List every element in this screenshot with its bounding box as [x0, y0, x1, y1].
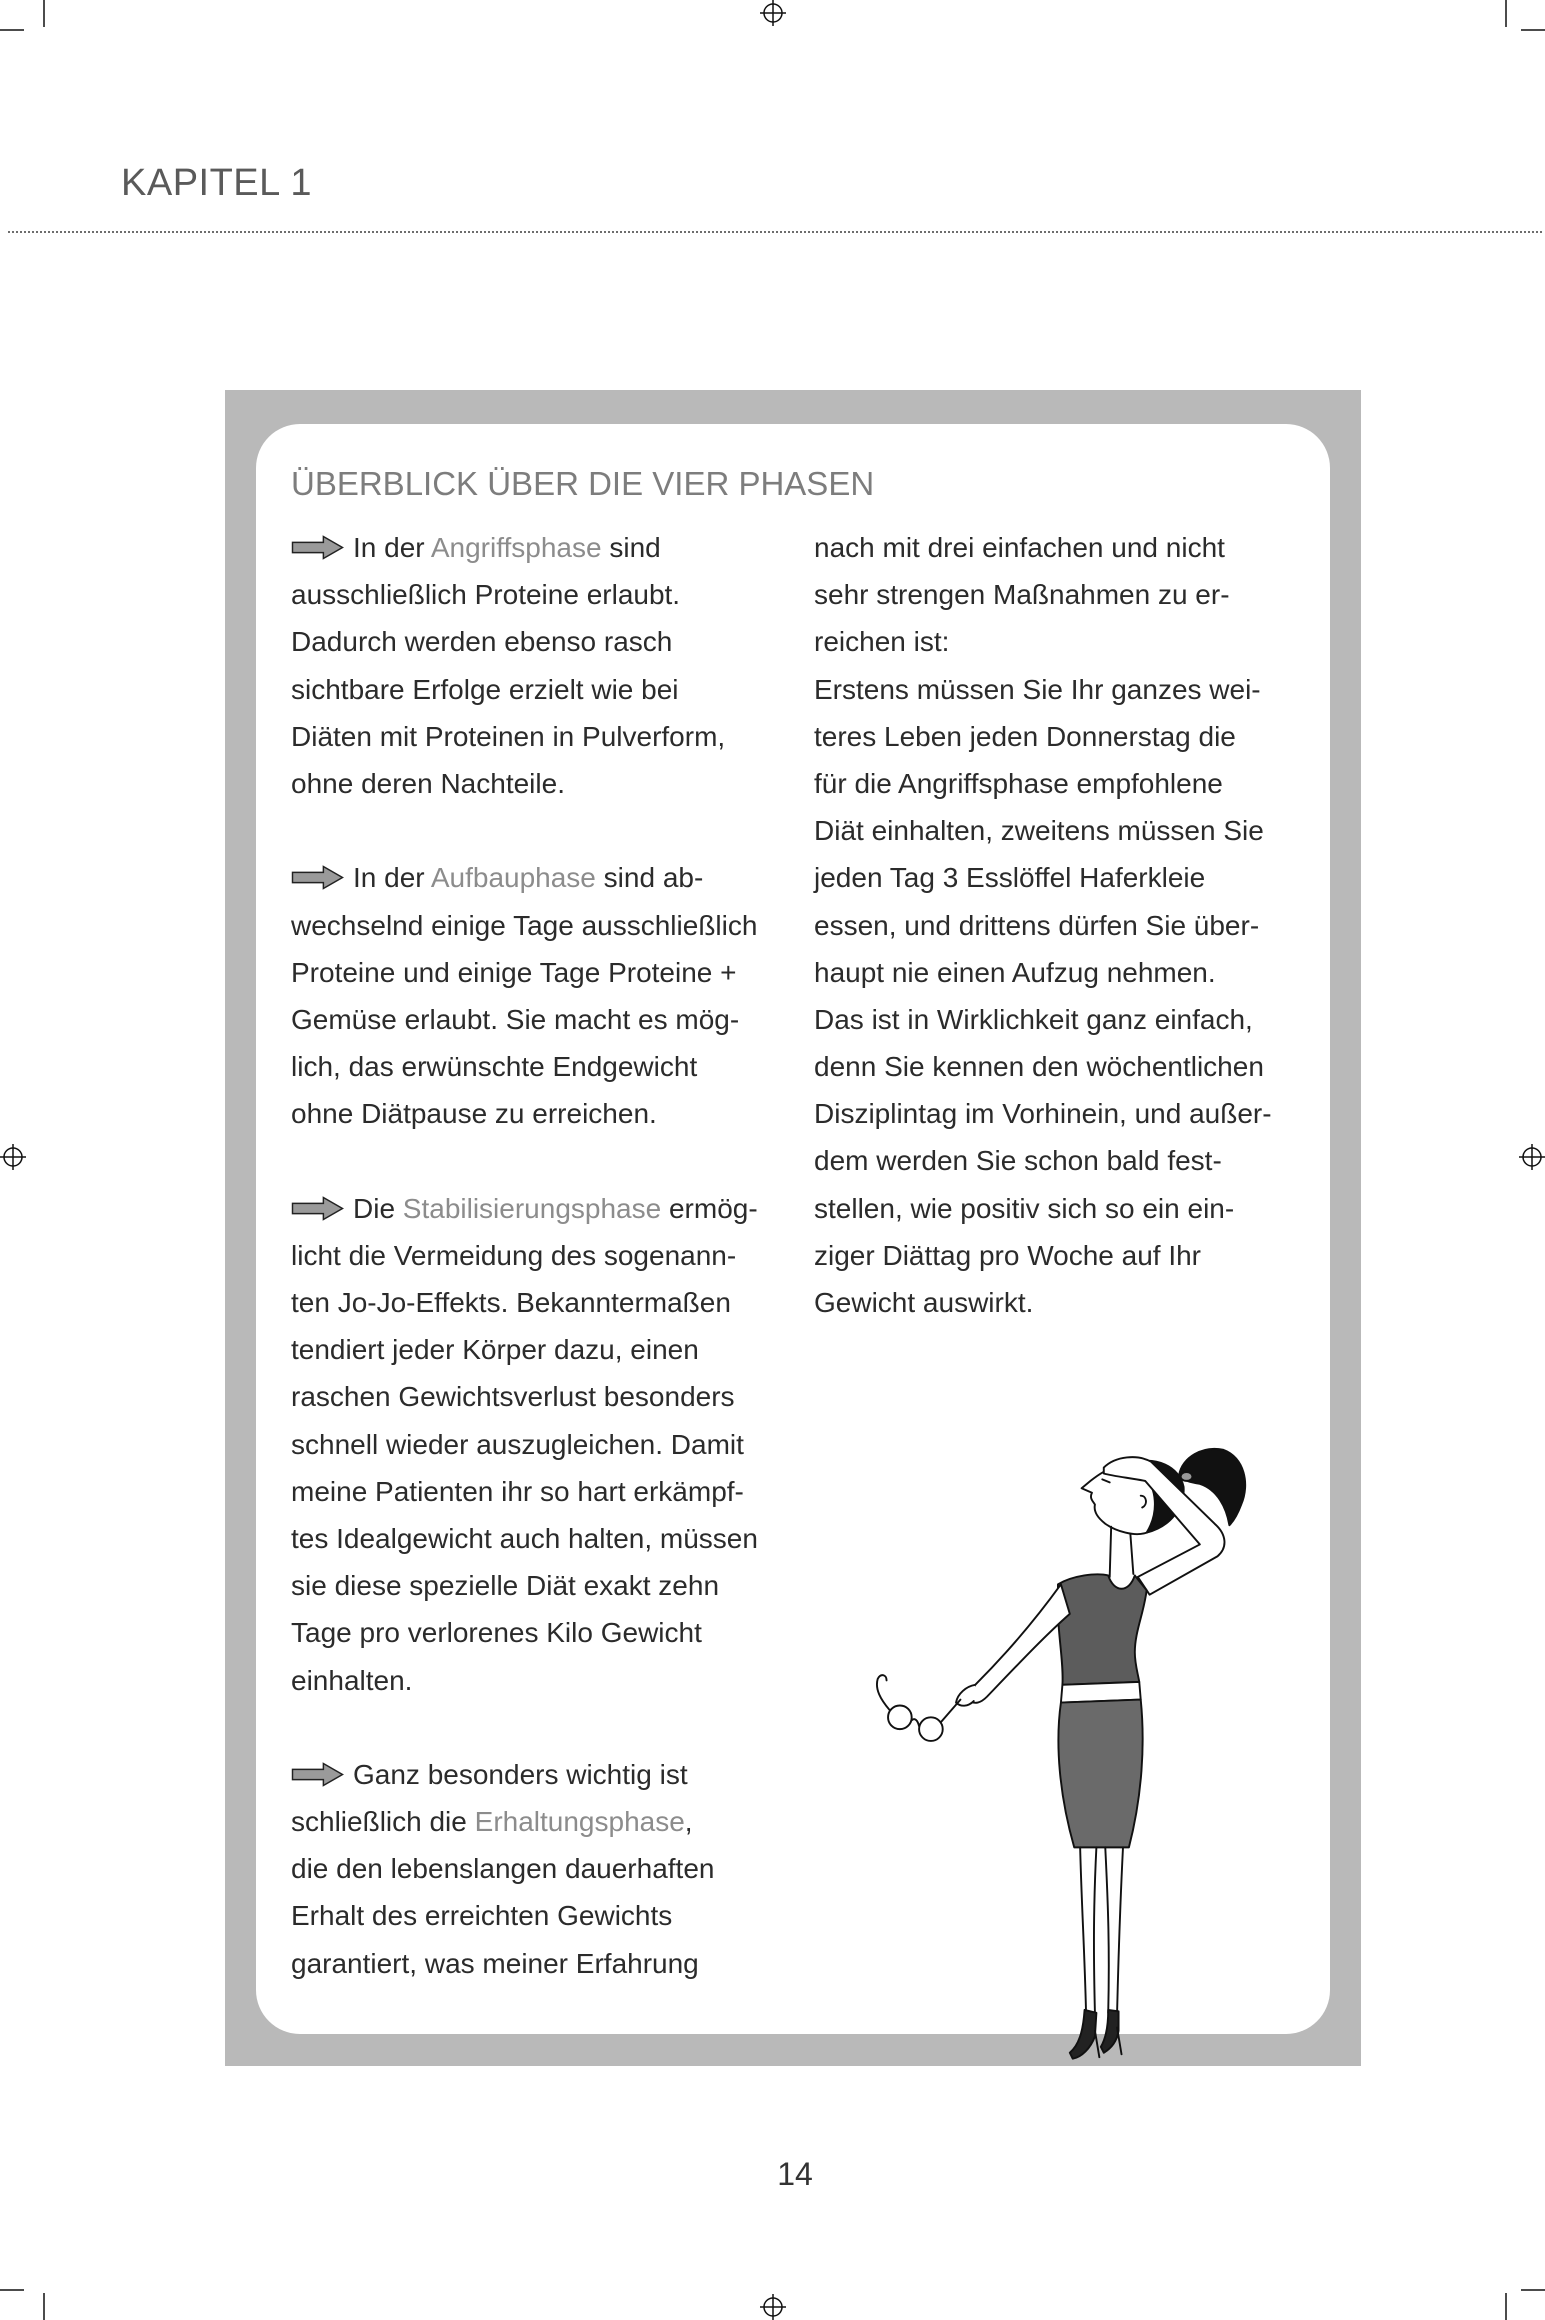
text-line — [814, 524, 1319, 571]
glasses — [877, 1675, 961, 1741]
text-segment: Proteine und einige Tage Proteine + — [291, 956, 737, 988]
text-line — [291, 1232, 806, 1279]
text-segment: essen, und drittens dürfen Sie über- — [814, 909, 1260, 941]
text-segment: sichtbare Erfolge erzielt wie bei — [291, 673, 679, 705]
text-segment: schnell wieder auszugleichen. Damit — [291, 1428, 744, 1460]
paragraph — [291, 854, 806, 1137]
text-segment: ohne Diätpause zu erreichen. — [291, 1098, 657, 1130]
text-segment: einhalten. — [291, 1664, 413, 1696]
text-segment: meine Patienten ihr so hart erkämpf- — [291, 1475, 744, 1507]
text-segment: die den lebenslangen dauerhaften — [291, 1853, 715, 1885]
paragraph — [291, 524, 806, 807]
text-line — [291, 713, 806, 760]
text-line — [291, 1515, 806, 1562]
text-line — [291, 666, 806, 713]
crop-mark-top-right — [1506, 0, 1545, 30]
text-segment: Ganz besonders wichtig ist — [353, 1758, 688, 1790]
text-line — [814, 1185, 1319, 1232]
paragraph — [814, 524, 1319, 1326]
text-line — [291, 1090, 806, 1137]
text-segment: reichen ist: — [814, 626, 950, 658]
text-line — [814, 713, 1319, 760]
neck — [1110, 1527, 1134, 1577]
text-line — [291, 1421, 806, 1468]
text-segment: sind ab- — [595, 862, 704, 894]
text-segment: haupt nie einen Aufzug nehmen. — [814, 956, 1216, 988]
text-line — [814, 760, 1319, 807]
text-line — [291, 1326, 806, 1373]
text-line — [291, 949, 806, 996]
text-segment: ausschließlich Proteine erlaubt. — [291, 579, 681, 611]
text-segment: für die Angriffsphase empfohlene — [814, 767, 1223, 799]
text-line — [291, 1043, 806, 1090]
right-arrow-icon — [291, 535, 344, 560]
overview-box-title: ÜBERBLICK ÜBER DIE VIER PHASEN — [291, 465, 875, 502]
left-shoe — [1070, 2010, 1100, 2059]
crop-mark-bottom-left — [0, 2290, 44, 2320]
text-line — [291, 902, 806, 949]
text-line — [291, 1657, 806, 1704]
text-line — [291, 1468, 806, 1515]
text-line — [291, 996, 806, 1043]
text-segment: Disziplintag im Vorhinein, und außer- — [814, 1098, 1272, 1130]
text-line — [291, 1185, 806, 1232]
phase-name-highlight: Stabilisierungsphase — [402, 1192, 662, 1224]
text-segment: licht die Vermeidung des sogenann- — [291, 1239, 737, 1271]
registration-mark-icon — [0, 1144, 26, 1170]
text-line — [814, 807, 1319, 854]
text-segment: stellen, wie positiv sich so ein ein- — [814, 1192, 1235, 1224]
text-segment: ziger Diättag pro Woche auf Ihr — [814, 1239, 1202, 1271]
text-segment: ohne deren Nachteile. — [291, 767, 565, 799]
phase-name-highlight: Erhaltungsphase — [474, 1806, 685, 1838]
text-segment: Diäten mit Proteinen in Pulverform, — [291, 720, 726, 752]
text-line — [291, 618, 806, 665]
skirt — [1058, 1700, 1142, 1848]
phase-name-highlight: Aufbauphase — [430, 862, 596, 894]
text-segment: sie diese spezielle Diät exakt zehn — [291, 1570, 720, 1602]
text-segment: , — [684, 1806, 693, 1838]
text-line — [814, 1090, 1319, 1137]
text-line — [291, 1892, 806, 1939]
text-line — [291, 524, 806, 571]
extended-arm — [966, 1584, 1069, 1702]
text-line — [814, 949, 1319, 996]
text-segment: lich, das erwünschte Endgewicht — [291, 1051, 698, 1083]
text-line — [814, 1043, 1319, 1090]
legs — [1080, 1847, 1123, 2012]
page-number: 14 — [777, 2156, 813, 2192]
text-line — [291, 1562, 806, 1609]
text-line — [814, 666, 1319, 713]
dotted-divider — [8, 231, 1542, 233]
text-line — [291, 1798, 806, 1845]
text-line — [291, 1373, 806, 1420]
right-arrow-icon — [291, 1196, 344, 1221]
text-line — [814, 854, 1319, 901]
crop-mark-top-left — [0, 0, 44, 30]
text-segment: ermög- — [661, 1192, 758, 1224]
text-line — [291, 854, 806, 901]
text-line — [814, 571, 1319, 618]
right-shoe — [1101, 2010, 1122, 2054]
text-segment: Erstens müssen Sie Ihr ganzes wei- — [814, 673, 1261, 705]
text-line — [291, 1279, 806, 1326]
text-segment: Das ist in Wirklichkeit ganz einfach, — [814, 1003, 1253, 1035]
text-segment: sehr strengen Maßnahmen zu er- — [814, 579, 1230, 611]
text-segment: wechselnd einige Tage ausschließlich — [291, 909, 758, 941]
registration-mark-icon — [1519, 1144, 1545, 1170]
registration-mark-icon — [760, 2294, 786, 2320]
text-segment: tendiert jeder Körper dazu, einen — [291, 1334, 699, 1366]
text-segment: Die — [353, 1192, 403, 1224]
right-arrow-icon — [291, 1762, 344, 1787]
text-segment: garantiert, was meiner Erfahrung — [291, 1947, 699, 1979]
text-segment: tes Idealgewicht auch halten, müssen — [291, 1522, 758, 1554]
right-text-column — [814, 524, 1319, 1326]
text-line — [814, 1232, 1319, 1279]
text-segment: In der — [353, 532, 431, 563]
text-line — [814, 996, 1319, 1043]
left-text-column — [291, 524, 806, 1987]
text-segment: schließlich die — [291, 1806, 475, 1838]
text-segment: Diät einhalten, zweitens müssen Sie — [814, 815, 1264, 847]
text-segment: Gemüse erlaubt. Sie macht es mög- — [291, 1003, 740, 1035]
text-line — [291, 1609, 806, 1656]
text-line — [291, 1940, 806, 1987]
registration-mark-icon — [760, 0, 786, 26]
text-segment: Tage pro verlorenes Kilo Gewicht — [291, 1617, 702, 1649]
text-line — [814, 1279, 1319, 1326]
text-line — [291, 1845, 806, 1892]
text-segment: Gewicht auswirkt. — [814, 1287, 1034, 1318]
woman-illustration — [857, 1441, 1256, 2069]
hair-tie — [1181, 1472, 1193, 1481]
right-arrow-icon — [291, 865, 344, 890]
dress-top — [1058, 1574, 1147, 1684]
text-segment: In der — [353, 862, 431, 894]
text-segment: dem werden Sie schon bald fest- — [814, 1145, 1222, 1177]
text-line — [291, 1751, 806, 1798]
text-line — [814, 1137, 1319, 1184]
text-line — [814, 618, 1319, 665]
text-segment: raschen Gewichtsverlust besonders — [291, 1381, 735, 1413]
chapter-label: KAPITEL 1 — [121, 162, 313, 204]
text-line — [291, 571, 806, 618]
text-segment: jeden Tag 3 Esslöffel Haferkleie — [814, 862, 1206, 894]
phase-name-highlight: Angriffsphase — [430, 532, 602, 563]
paragraph — [291, 1751, 806, 1987]
text-segment: sind — [601, 532, 661, 563]
paragraph — [291, 1185, 806, 1704]
text-segment: Dadurch werden ebenso rasch — [291, 626, 673, 658]
crop-mark-bottom-right — [1506, 2290, 1545, 2320]
text-segment: ten Jo-Jo-Effekts. Bekanntermaßen — [291, 1287, 731, 1318]
text-line — [291, 760, 806, 807]
text-segment: nach mit drei einfachen und nicht — [814, 532, 1225, 563]
text-segment: teres Leben jeden Donnerstag die — [814, 720, 1236, 752]
text-line — [814, 902, 1319, 949]
text-segment: Erhalt des erreichten Gewichts — [291, 1900, 673, 1932]
text-segment: denn Sie kennen den wöchentlichen — [814, 1051, 1264, 1083]
